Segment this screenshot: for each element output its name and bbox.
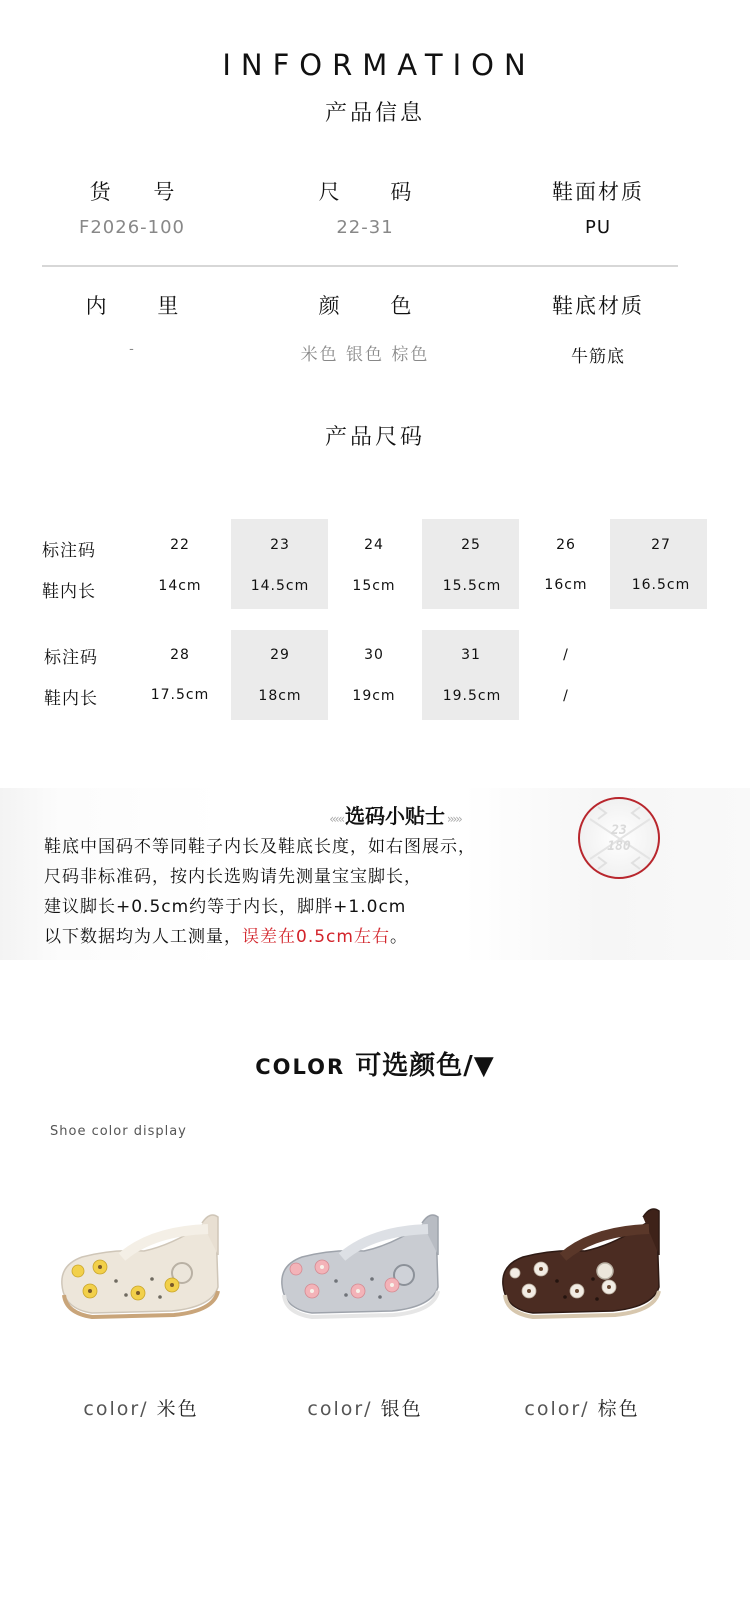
size-length: 14cm (158, 578, 202, 594)
shoe-color-prefix: color/ (307, 1398, 373, 1420)
page-title-en: INFORMATION (222, 48, 536, 82)
tips-arrow-left-icon: ‹‹‹‹‹ (329, 812, 345, 826)
info-label: 尺 码 (318, 180, 434, 204)
info-item-sku (12, 176, 252, 206)
brown-flower-shoe-icon (493, 1195, 673, 1335)
size-code: 25 (461, 537, 481, 553)
color-title-cn: 可选颜色/▼ (355, 1051, 495, 1081)
info-label: 货 号 (89, 180, 193, 204)
info-value: PU (584, 217, 612, 238)
shoe-color-label (31, 1394, 251, 1421)
size-length: 19cm (352, 688, 396, 704)
tips-arrow-right-icon: ››››› (445, 812, 461, 826)
color-title-en: COLOR (255, 1055, 346, 1079)
tips-line-last (44, 922, 408, 947)
size-code: 23 (270, 537, 290, 553)
info-item-lining (12, 290, 252, 320)
size-label-length: 鞋内长 (44, 689, 98, 709)
size-length: 19.5cm (442, 688, 502, 704)
size-code: 24 (364, 537, 384, 553)
info-item-sole-material (478, 290, 718, 320)
info-label: 鞋面材质 (552, 180, 644, 204)
info-item-color (245, 290, 485, 320)
size-length: 17.5cm (150, 687, 210, 703)
size-cell-shade (422, 630, 519, 720)
info-item-upper-material (478, 176, 718, 206)
size-cell-shade (610, 519, 707, 609)
tips-line-text: 以下数据均为人工测量， (44, 927, 242, 947)
size-cell-shade (422, 519, 519, 609)
info-item-size (245, 176, 485, 206)
tips-highlight: 误差在0.5cm左右 (242, 927, 390, 947)
sole-size-mark-image (578, 797, 660, 879)
size-cell-shade (231, 630, 328, 720)
beige-flower-shoe-icon (52, 1195, 232, 1335)
size-label-code: 标注码 (42, 541, 96, 561)
page-title-cn: 产品信息 (324, 101, 425, 126)
size-length: 14.5cm (250, 578, 310, 594)
size-length: 15cm (352, 578, 396, 594)
size-code: / (563, 647, 569, 663)
shoe-color-label (255, 1394, 475, 1421)
info-divider (42, 265, 678, 267)
size-section-title: 产品尺码 (324, 425, 425, 450)
info-value: 22-31 (336, 217, 394, 238)
tips-end-mark: 。 (389, 927, 408, 947)
info-value: F2026-100 (78, 217, 185, 238)
size-label-length: 鞋内长 (42, 582, 96, 602)
size-code: 29 (270, 647, 290, 663)
size-code: 28 (170, 647, 190, 663)
sole-size-number: 23 (611, 823, 627, 838)
size-code: 30 (364, 647, 384, 663)
size-code: 22 (170, 537, 190, 553)
info-value: - (129, 342, 135, 357)
shoe-color-label (472, 1394, 692, 1421)
size-code: 26 (556, 537, 576, 553)
tips-line: 尺码非标准码，按内长选购请先测量宝宝脚长， (44, 867, 422, 887)
shoe-caption: Shoe color display (50, 1124, 187, 1139)
shoe-color-prefix: color/ (83, 1398, 149, 1420)
size-length: 15.5cm (442, 578, 502, 594)
silver-flower-shoe-icon (272, 1195, 452, 1335)
info-value: 牛筋底 (571, 347, 625, 367)
tips-title-text: 选码小贴士 (345, 804, 445, 828)
color-section-title (0, 1045, 750, 1082)
size-code: 27 (651, 537, 671, 553)
size-label-code: 标注码 (44, 648, 98, 668)
tips-title (270, 800, 520, 829)
size-length: 18cm (258, 688, 302, 704)
tips-line: 鞋底中国码不等同鞋子内长及鞋底长度，如右图展示， (44, 837, 476, 857)
info-label: 内 里 (85, 294, 201, 318)
info-label: 颜 色 (318, 294, 434, 318)
size-length: 16.5cm (631, 577, 691, 593)
sole-size-length: 180 (607, 839, 631, 854)
info-value: 米色 银色 棕色 (300, 345, 430, 365)
size-length: 16cm (544, 577, 588, 593)
sole-pattern-icon (580, 799, 658, 877)
size-code: 31 (461, 647, 481, 663)
tips-line: 建议脚长+0.5cm约等于内长，脚胖+1.0cm (44, 897, 407, 917)
shoe-color-prefix: color/ (524, 1398, 590, 1420)
size-length: / (563, 688, 569, 704)
size-cell-shade (231, 519, 328, 609)
shoe-color-name: 棕色 (597, 1398, 640, 1420)
shoe-color-name: 银色 (380, 1398, 423, 1420)
shoe-color-name: 米色 (156, 1398, 199, 1420)
info-label: 鞋底材质 (552, 294, 644, 318)
